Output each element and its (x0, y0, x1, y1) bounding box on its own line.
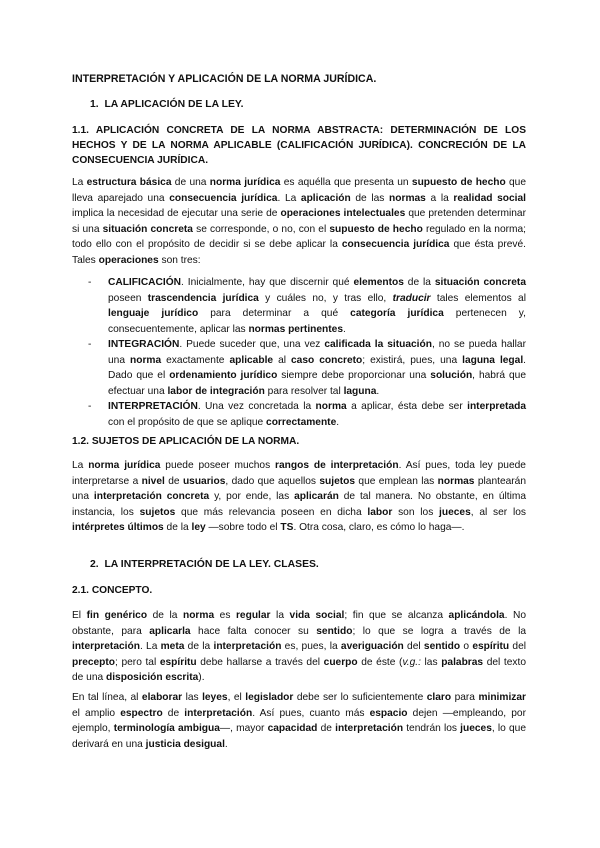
bold-term: aplicarán (294, 491, 339, 502)
text: . (376, 385, 380, 397)
text: de (164, 475, 183, 487)
bold-term: sujetos (139, 506, 176, 518)
text: del (403, 641, 424, 652)
bold-term: aplicarla (149, 625, 191, 637)
text: o (460, 641, 473, 652)
bold-term: espíritu (159, 656, 197, 668)
text: que lleva aparejado una (72, 177, 527, 204)
text: de la (403, 277, 435, 288)
section-1-title: LA APLICACIÓN DE LA LEY. (104, 99, 244, 110)
text: para resolver tal (264, 385, 344, 397)
document-title: INTERPRETACIÓN Y APLICACIÓN DE LA NORMA JURÍDICA. (72, 73, 377, 85)
text: pertenecen y, consecuentemente, aplicar las (108, 308, 526, 335)
bold-term: norma (315, 401, 347, 412)
section-1-number: 1. (90, 99, 99, 110)
text: de la (163, 522, 192, 533)
bold-term: interpretación (184, 707, 253, 719)
text: de (317, 723, 336, 734)
text: a aplicar, ésta debe ser (346, 401, 468, 412)
bold-term: normas (437, 475, 475, 487)
text: con el propósito de que se aplique (108, 416, 267, 428)
bold-term: espacio (369, 707, 408, 719)
text: el amplio (72, 707, 121, 719)
text: puede poseer muchos (160, 460, 276, 471)
bold-term: precepto (72, 656, 116, 668)
text: de una (171, 177, 210, 188)
text: . Así pues, cuanto más (252, 707, 370, 719)
text: . (224, 738, 228, 750)
bold-term: legislador (245, 692, 294, 703)
text: , el (227, 692, 246, 703)
text: ; fin que se alcanza (344, 610, 449, 621)
text: . No obstante, para (72, 610, 526, 637)
bold-term: laguna (343, 385, 377, 397)
text: , habrá que efectuar una (108, 370, 526, 397)
bold-term: consecuencia jurídica (169, 192, 278, 204)
bold-term: claro (426, 692, 452, 703)
bold-term: supuesto de hecho (329, 223, 423, 235)
text: siempre debe proporcionar una (277, 370, 431, 381)
text: ; lo que se logra a través de la (352, 625, 526, 637)
bold-term: trascendencia jurídica (147, 292, 259, 304)
section-2-title: LA INTERPRETACIÓN DE LA LEY. CLASES. (104, 559, 319, 570)
text: de la (184, 641, 214, 652)
bold-term: consecuencia jurídica (341, 239, 450, 250)
bold-term: vida social (289, 610, 345, 621)
text: , lo que derivará en una (72, 723, 526, 750)
bold-term: nivel (141, 475, 165, 487)
list-item-calificacion (88, 275, 526, 337)
text: . Inicialmente, hay que discernir qué (181, 277, 354, 288)
text: de éste ( (357, 656, 403, 668)
text: y, por ende, las (209, 491, 295, 502)
italic-term: v.g.: (402, 656, 421, 668)
bold-term: averiguación (340, 641, 404, 652)
bold-term: estructura básica (86, 177, 172, 188)
bold-term: normas (389, 192, 426, 204)
text: poseen (108, 292, 148, 304)
text: que emplean las (355, 475, 438, 487)
bold-term: interpretación (335, 723, 404, 734)
list-item-interpretacion (88, 399, 526, 430)
list-dash: - (88, 339, 92, 350)
text: hace falta conocer su (190, 625, 317, 637)
bold-term: palabras (441, 656, 484, 668)
text: de (162, 707, 185, 719)
text: las (182, 692, 203, 703)
paragraph-3 (72, 608, 526, 686)
text: . (343, 323, 346, 335)
text: es (214, 610, 236, 621)
bold-term: correctamente (266, 416, 337, 428)
bold-term: categoría jurídica (350, 308, 444, 319)
bold-term: fin genérico (86, 610, 148, 621)
text: . La (139, 641, 161, 652)
text: de la (147, 610, 183, 621)
text: las (420, 656, 442, 668)
text: . Una vez concretada la (197, 401, 316, 412)
text: y cuáles no, y tras ello, (258, 292, 393, 304)
text: que más relevancia poseen en dicha (175, 506, 368, 518)
text: . Dado que el (108, 354, 526, 381)
bold-term: intérpretes últimos (72, 522, 164, 533)
section-1-heading (90, 97, 526, 113)
bold-term: INTERPRETACIÓN (108, 401, 198, 412)
subsection-1-1-heading: 1.1. APLICACIÓN CONCRETA DE LA NORMA ABSTRACTA: DETERMINACIÓN DE LOS HECHOS Y DE LA NORMA APLICABLE (CALIFICACIÓN JURÍDICA). CONCRECIÓN DE LA CONSECUENCIA JURÍDICA. (72, 125, 526, 166)
bold-term: lenguaje jurídico (108, 308, 199, 319)
bold-term: interpretación (72, 641, 140, 652)
bold-term: aplicación (300, 192, 351, 204)
bold-term: interpretación concreta (93, 491, 210, 502)
section-2-heading (90, 557, 526, 573)
text: . Puede suceder que, una vez (179, 339, 325, 350)
text: son los (392, 506, 440, 518)
operations-list (88, 275, 526, 430)
paragraph-4 (72, 690, 526, 752)
bold-term: supuesto de hecho (411, 177, 506, 188)
text: que pretenden determinar si una (72, 208, 526, 235)
section-2-number: 2. (90, 559, 99, 570)
bold-term: norma jurídica (88, 460, 161, 471)
text: , al ser los (470, 506, 526, 518)
text: de tal manera. No obstante, en última instancia, los (72, 491, 527, 518)
bold-term: realidad social (453, 192, 526, 204)
text: tales elementos al (430, 292, 526, 304)
bold-term: minimizar (478, 692, 526, 703)
bold-term: TS (280, 522, 294, 533)
text: , dado que aquellos (225, 475, 320, 487)
bold-italic-term: traducir (392, 292, 431, 304)
bold-term: regular (235, 610, 271, 621)
text: La (72, 460, 89, 471)
text: de las (350, 192, 390, 204)
bold-term: situación concreta (434, 277, 526, 288)
text: que ésta prevé. Tales (72, 239, 526, 266)
bold-term: cuerpo (323, 656, 358, 668)
bold-term: disposición escrita (106, 672, 199, 683)
text: debe ser lo suficientemente (293, 692, 427, 703)
bold-term: operaciones (98, 254, 159, 266)
bold-term: labor (367, 506, 393, 518)
bold-term: rangos de interpretación (275, 460, 399, 471)
text: regulado en la norma; todo ello con el propósito de decidir si se debe aplicar la (72, 223, 526, 250)
subsection-1-2-heading: 1.2. SUJETOS DE APLICACIÓN DE LA NORMA. (72, 436, 300, 447)
bold-term: laguna legal (462, 354, 524, 366)
paragraph-1 (72, 175, 526, 268)
text: del (509, 641, 526, 652)
text: ). (198, 672, 205, 683)
bold-term: capacidad (267, 723, 318, 734)
text: , no se pueda hallar una (108, 339, 526, 366)
text: al (273, 354, 292, 366)
bold-term: INTEGRACIÓN (108, 339, 180, 350)
text: ; existirá, pues, una (362, 354, 463, 366)
bold-term: espíritu (472, 641, 510, 652)
text: En tal línea, al (72, 692, 142, 703)
bold-term: CALIFICACIÓN (108, 277, 182, 288)
text: . Así pues, toda ley puede interpretarse a (72, 460, 526, 487)
text: tendrán los (403, 723, 461, 734)
text: El (72, 610, 87, 621)
text: . (336, 416, 340, 428)
bold-term: interpretada (467, 401, 527, 412)
text: la (270, 610, 290, 621)
bold-term: usuarios (182, 475, 226, 487)
text: es aquélla que presenta un (280, 177, 412, 188)
text: a la (425, 192, 454, 204)
bold-term: calificada la situación (324, 339, 432, 350)
bold-term: elementos (353, 277, 404, 288)
bold-term: situación concreta (102, 223, 193, 235)
text: implica la necesidad de ejecutar una serie de (72, 208, 281, 219)
bold-term: solución (430, 370, 473, 381)
bold-term: norma (130, 354, 162, 366)
text: dejen —empleando, por ejemplo, (72, 707, 526, 734)
bold-term: norma (182, 610, 215, 621)
bold-term: ley (191, 522, 206, 533)
text: debe hallarse a través del (196, 656, 324, 668)
bold-term: aplicable (229, 354, 274, 366)
subsection-2-1-heading: 2.1. CONCEPTO. (72, 585, 153, 596)
bold-term: caso concreto (291, 354, 363, 366)
text: son tres: (158, 254, 201, 266)
bold-term: ordenamiento jurídico (169, 370, 278, 381)
bold-term: sujetos (319, 475, 356, 487)
bold-term: justicia desigual (145, 738, 225, 750)
bold-term: meta (160, 641, 185, 652)
list-item-integracion (88, 337, 526, 399)
bold-term: elaborar (141, 692, 183, 703)
text: —, mayor (219, 723, 268, 734)
text: plantearán una (72, 475, 527, 502)
text: ; pero tal (115, 656, 160, 668)
bold-term: aplicándola (448, 610, 505, 621)
text: —sobre todo el (205, 522, 281, 533)
text: . La (277, 192, 301, 204)
bold-term: terminología ambigua (113, 723, 220, 734)
text: es, pues, la (281, 641, 341, 652)
text: exactamente (161, 354, 230, 366)
text: se corresponde, o no, con el (192, 223, 330, 235)
bold-term: leyes (202, 692, 228, 703)
bold-term: operaciones intelectuales (280, 208, 406, 219)
text: para (451, 692, 479, 703)
bold-term: jueces (460, 723, 492, 734)
bold-term: norma jurídica (209, 177, 281, 188)
bold-term: normas pertinentes (248, 323, 343, 335)
bold-term: sentido (423, 641, 461, 652)
text: La (72, 177, 87, 188)
text: del texto de una (72, 656, 526, 683)
bold-term: labor de integración (167, 385, 265, 397)
bold-term: jueces (439, 506, 471, 518)
list-dash: - (88, 277, 92, 288)
bold-term: sentido (316, 625, 353, 637)
list-dash: - (88, 401, 92, 412)
text: para determinar a qué (198, 308, 351, 319)
bold-term: interpretación (213, 641, 282, 652)
bold-term: espectro (120, 707, 163, 719)
text: . Otra cosa, claro, es cómo lo haga—. (293, 522, 465, 533)
paragraph-2 (72, 458, 526, 536)
